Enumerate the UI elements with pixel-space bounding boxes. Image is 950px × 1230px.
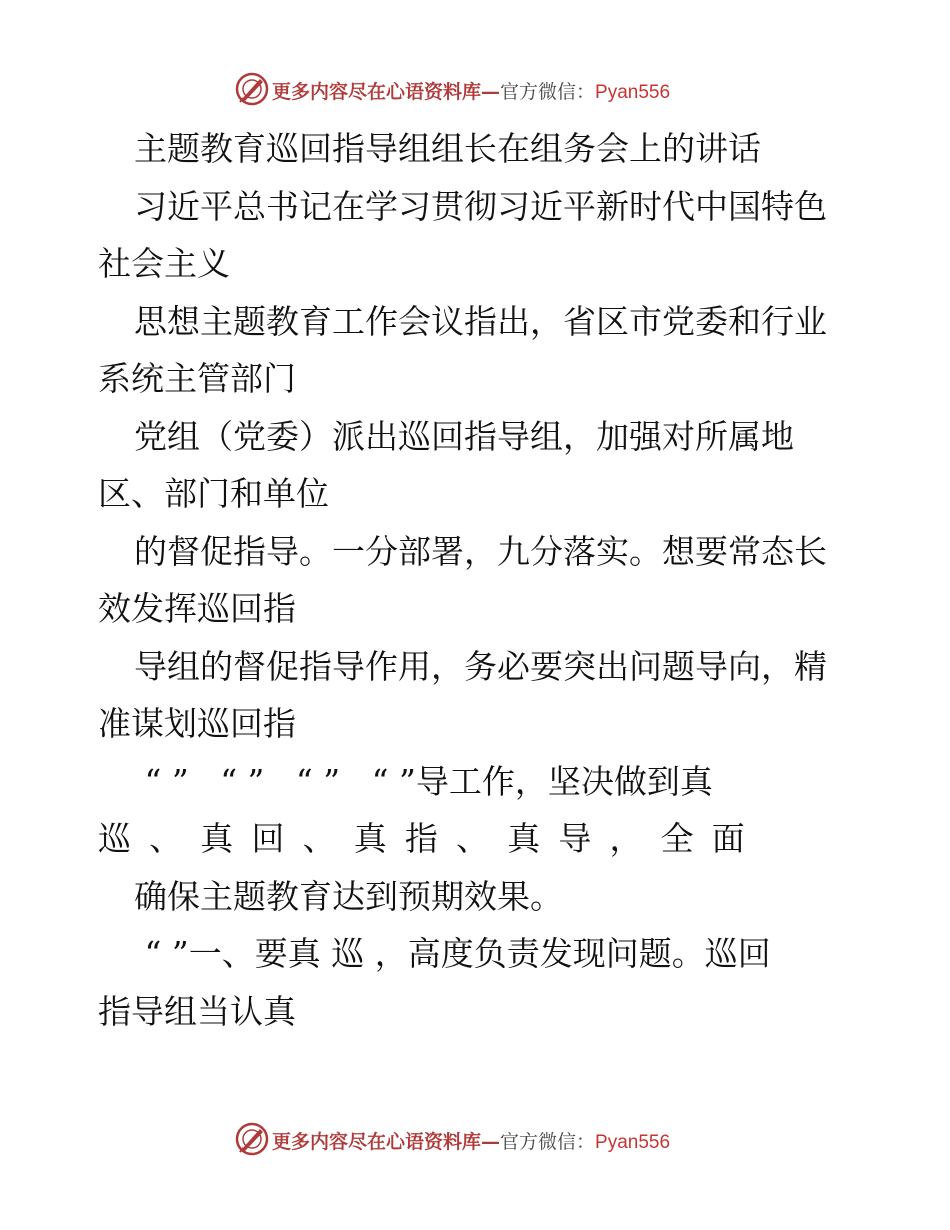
watermark-wechat-label: 官方微信： [500,81,596,103]
paragraph-line: 准谋划巡回指 [98,704,296,743]
paragraph-line: 系统主管部门 [98,359,296,398]
quill-pen-logo-icon [234,71,270,107]
watermark-wechat-id: Pyan556 [595,1132,671,1153]
paragraph-line: “ ”一、要真 巡 ，高度负责发现问题。巡回 [134,934,771,973]
document-body [98,120,858,1040]
document-title: 主题教育巡回指导组组长在组务会上的讲话 [134,129,761,168]
paragraph-line: 的督促指导。一分部署，九分落实。想要常态长 [134,531,827,571]
paragraph-line: 区、部门和单位 [98,474,329,513]
paragraph-line: 导组的督促指导作用，务必要突出问题导向，精 [134,646,827,686]
watermark-wechat-id: Pyan556 [595,82,671,103]
paragraph-line: 思想主题教育工作会议指出，省区市党委和行业 [134,301,827,341]
paragraph-line: 巡、真回、真指、真导，全面 [98,819,763,858]
paragraph-line: 社会主义 [98,244,230,283]
watermark-site: 更多内容尽在心语资料库 [272,81,482,103]
paragraph-line: 确保主题教育达到预期效果。 [134,876,563,916]
paragraph-line: 效发挥巡回指 [98,589,296,628]
quill-pen-logo-icon [234,1121,270,1157]
paragraph-line: 党组（党委）派出巡回指导组，加强对所属地 [134,416,794,456]
watermark-footer [0,1121,950,1161]
watermark-header [0,71,950,111]
watermark-separator: — [481,81,501,103]
paragraph-line: “ ” “ ” “ ” “ ”导工作，坚决做到真 [134,761,713,801]
paragraph-line: 习近平总书记在学习贯彻习近平新时代中国特色 [134,186,827,226]
watermark-wechat-label: 官方微信： [500,1131,596,1153]
watermark-text [272,1127,670,1154]
watermark-site: 更多内容尽在心语资料库 [272,1131,482,1153]
paragraph-line: 指导组当认真 [98,991,296,1031]
watermark-separator: — [481,1131,501,1153]
watermark-text [272,77,670,104]
